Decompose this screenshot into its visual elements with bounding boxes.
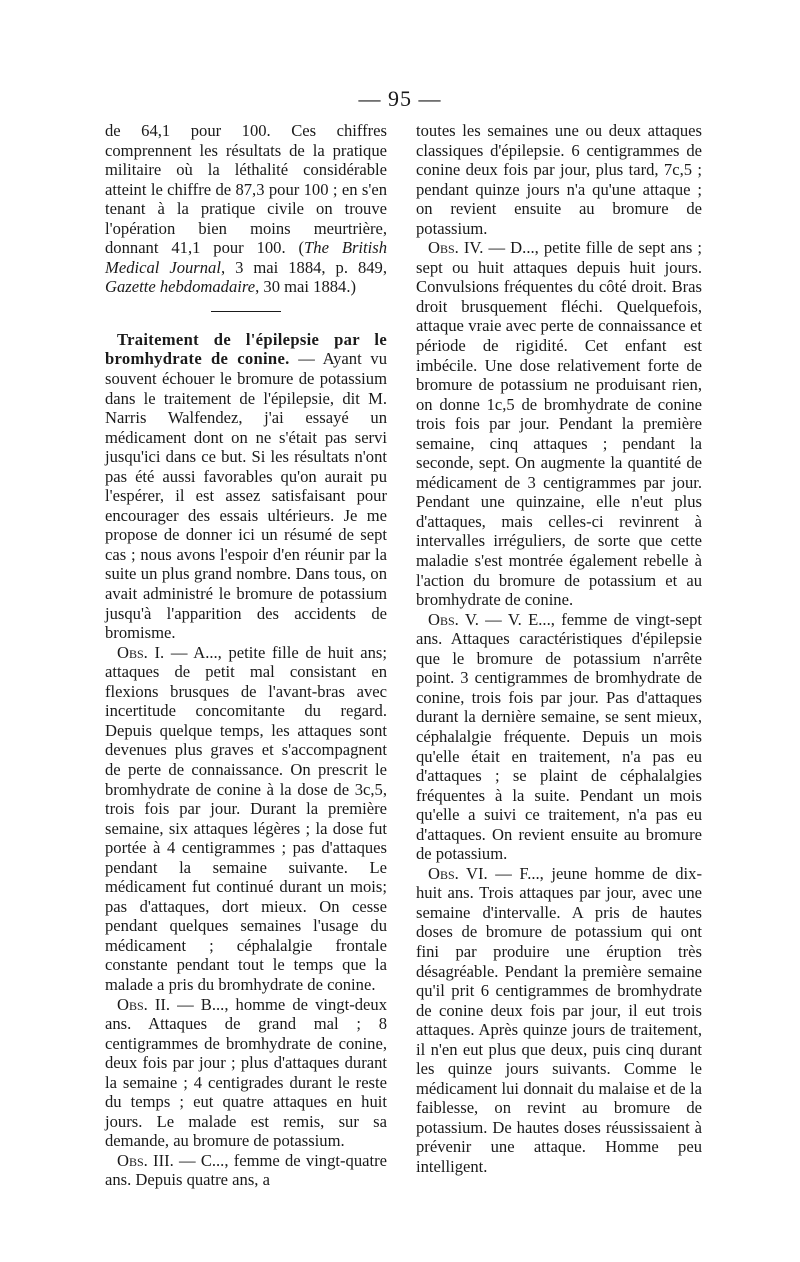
obs-text: I. — A..., petite fille de huit ans; attaques de petit mal consistant en flexions brusques de l'avant-bras avec incertitude concomitante du regard. Depuis quelque temps, les attaques sont devenues plus graves et s'accompagnent de perte de connaissance. On prescrit le bromhydrate de conine à la dose de 3c,5, trois fois par jour. Durant la première semaine, six attaques légères ; la dose fut portée à 4 centigrammes ; pas d'attaques pendant la semaine suivante. Le médicament fut continué durant un mois; pas d'attaques, dort mieux. On cesse pendant quelques semaines l'usage du médicament ; céphalalgie frontale constante pendant tout le temps que la malade a pris du bromhydrate de conine. bbox=[105, 642, 387, 994]
right-column bbox=[416, 121, 702, 1177]
reference-mid: , 3 mai 1884, p. 849, bbox=[220, 257, 387, 277]
obs-label: Obs. bbox=[428, 609, 459, 629]
obs-label: Obs. bbox=[428, 863, 459, 883]
observation-3 bbox=[105, 1151, 387, 1190]
observation-4 bbox=[416, 238, 702, 609]
reference-end: , 30 mai 1884.) bbox=[255, 277, 357, 297]
observation-5 bbox=[416, 610, 702, 864]
observation-3-continued bbox=[416, 121, 702, 238]
section-paragraph bbox=[105, 330, 387, 643]
obs-label: Obs. bbox=[117, 1150, 148, 1170]
obs-label: Obs. bbox=[117, 642, 148, 662]
section-heading: Traitement de l'épilepsie par le bromhydrate de conine. bbox=[105, 329, 387, 369]
obs-text: III. — C..., femme de vingt-quatre ans. Depuis quatre ans, a bbox=[105, 1150, 387, 1190]
observation-1 bbox=[105, 643, 387, 995]
obs-label: Obs. bbox=[117, 994, 148, 1014]
section-body: — Ayant vu souvent échouer le bromure de potassium dans le traitement de l'épilepsie, dit M. Narris Walfendez, j'ai essayé un médicament dont on ne s'était pas servi jusqu'ici dans ce but. Si les résultats n'ont pas été aussi favorables qu'on aurait pu l'espérer, il est assez satisfaisant pour encourager des essais ultérieurs. Je me propose de donner ici un résumé de sept cas ; nous avons l'espoir d'en réunir par la suite un plus grand nombre. Dans tous, on avait administré le bromure de potassium jusqu'à l'apparition des accidents de bromisme. bbox=[105, 349, 387, 643]
section-divider bbox=[211, 311, 281, 312]
page-number: — 95 — bbox=[358, 86, 442, 111]
intro-paragraph bbox=[105, 121, 387, 297]
obs-text: IV. — D..., petite fille de sept ans ; sept ou huit attaques depuis huit jours. Convulsions fréquentes du côté droit. Bras droit brusquement fléchi. Quelquefois, attaque vraie avec perte de connaissance et période de rigidité. Cet enfant est imbécile. Une dose relativement forte de bromure de potassium ne produisant rien, on donne 1c,5 de bromhydrate de conine trois fois par jour. Pendant la première semaine, cinq attaques ; pendant la seconde, sept. On augmente la quantité de médicament de 3 centigrammes par jour. Pendant une quinzaine, elle n'eut plus d'attaques, mais celles-ci revinrent à intervalles irréguliers, de sorte que cette maladie s'est montrée également rebelle à l'action du bromure de potassium et au bromhydrate de conine. bbox=[416, 238, 702, 610]
reference-journal: The British Medical Journal bbox=[105, 238, 388, 277]
obs-text: II. — B..., homme de vingt-deux ans. Attaques de grand mal ; 8 centigrammes de bromhydrate de conine, deux fois par jour ; plus d'attaques durant la semaine ; 4 centigrades durant le reste du temps ; eut quatre attaques en huit jours. Le malade est remis, sur sa demande, au bromure de potassium. bbox=[105, 994, 387, 1151]
obs-label: Obs. bbox=[428, 238, 459, 258]
obs-text: toutes les semaines une ou deux attaques classiques d'épilepsie. 6 centigrammes de conine deux fois par jour, plus tard, 7c,5 ; pendant quinze jours n'a qu'une attaque ; on revient ensuite au bromure de potassium. bbox=[416, 121, 702, 238]
reference-gazette: Gazette hebdomadaire bbox=[105, 277, 256, 297]
obs-text: V. — V. E..., femme de vingt-sept ans. Attaques caractéristiques d'épilepsie que le bromure de potassium n'arrête point. 3 centigrammes de bromhydrate de conine, trois fois par jour. Pas d'attaques durant la dernière semaine, se sent mieux, céphalalgie fréquente. Depuis un mois qu'elle était en traitement, n'a pas eu d'attaques ; se plaint de céphalalgies fréquentes à la suite. Pendant un mois qu'elle a suivi ce traitement, n'a pas eu d'attaques. On revient ensuite au bromure de potassium. bbox=[416, 609, 702, 864]
observation-6 bbox=[416, 864, 702, 1177]
intro-text: de 64,1 pour 100. Ces chiffres comprennent les résultats de la pratique militaire où la léthalité considérable atteint le chiffre de 87,3 pour 100 ; en s'en tenant à la pratique civile on trouve l'opération bien moins meurtrière, donnant 41,1 pour 100. ( bbox=[105, 121, 387, 258]
obs-text: VI. — F..., jeune homme de dix-huit ans. Trois attaques par jour, avec une semaine d'intervalle. A pris de hautes doses de bromure de potassium qui ont fini par produire une éruption très désagréable. Pendant la première semaine qu'il prit 6 centigrammes de bromhydrate de conine deux fois par jour, il eut trois attaques. Après quinze jours de traitement, il n'en eut plus que deux, puis cinq durant les quinze jours suivants. Comme le médicament lui donnait du malaise et de la faiblesse, on revint au bromure de potassium. De hautes doses réussissaient à prévenir une attaque. Homme peu intelligent. bbox=[416, 863, 702, 1176]
observation-2 bbox=[105, 995, 387, 1151]
left-column bbox=[105, 121, 387, 1190]
